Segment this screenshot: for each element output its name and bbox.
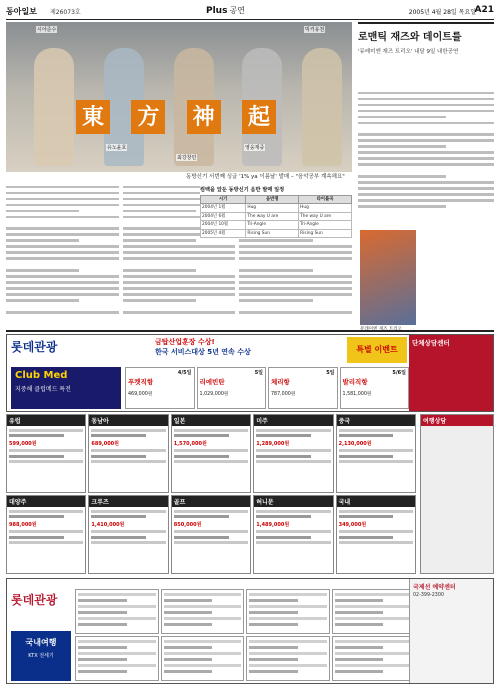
listing-price: 850,000원 — [173, 521, 202, 528]
text-line — [358, 163, 494, 165]
listing-price: 349,000원 — [338, 521, 367, 528]
ad-banner — [155, 337, 345, 363]
listing-price: 1,570,000원 — [173, 440, 207, 447]
text-line — [239, 263, 352, 265]
ad-banner-line: 한국 서비스대상 5년 연속 수상 — [155, 348, 251, 356]
listing-cell[interactable] — [253, 495, 333, 574]
listing-header: 골프 — [172, 496, 250, 507]
text-line — [239, 287, 352, 289]
text-line — [239, 251, 352, 253]
table-row — [201, 221, 352, 229]
tour-name: 푸켓직항 — [128, 378, 154, 386]
text-line — [123, 287, 236, 289]
text-line — [6, 227, 119, 229]
schedule-table-title: 컴백을 앞둔 동방신기 음반 발매 일정 — [200, 187, 285, 193]
ad-promo-badge[interactable]: 특별 이벤트 — [347, 337, 407, 363]
tour-item[interactable] — [268, 367, 338, 409]
listing-cell[interactable] — [6, 414, 86, 493]
listing-cell[interactable] — [88, 414, 168, 493]
reservation-title: 국제선 예약센터 — [413, 584, 456, 591]
text-line — [6, 263, 119, 265]
listing-header: 일본 — [172, 415, 250, 426]
text-line — [358, 175, 446, 177]
table-cell: Tri-Angle — [299, 221, 352, 229]
text-line — [6, 245, 119, 247]
listing-cell[interactable] — [336, 414, 416, 493]
table-cell: Rising Sun — [299, 229, 352, 237]
text-line — [239, 275, 352, 277]
text-line — [123, 281, 236, 283]
ad-right-box — [409, 335, 493, 411]
listing-cell[interactable] — [75, 589, 159, 634]
listing-price: 1,489,000원 — [256, 521, 290, 528]
hanja-title — [76, 100, 276, 134]
article-column — [6, 182, 119, 328]
text-line — [6, 210, 79, 212]
text-line — [358, 181, 494, 183]
domestic-sub: KTX 전세기 — [28, 653, 54, 659]
listing-header: 유럽 — [7, 415, 85, 426]
ad-banner-line: 금탑산업훈장 수상! — [155, 338, 215, 346]
text-line — [358, 205, 446, 207]
domestic-travel-box[interactable] — [11, 631, 71, 681]
table-cell: Hug — [246, 204, 299, 212]
text-line — [123, 257, 236, 259]
section-name: Plus — [206, 6, 228, 16]
text-line — [358, 139, 494, 141]
table-cell: Rising Sun — [246, 229, 299, 237]
text-line — [239, 281, 352, 283]
hanja-char: 神 — [187, 100, 221, 134]
text-line — [6, 239, 79, 241]
text-line — [358, 98, 494, 100]
feature-photo — [360, 230, 416, 325]
text-line — [6, 204, 119, 206]
table-row — [201, 204, 352, 212]
listing-price: 1,410,000원 — [91, 521, 125, 528]
listing-cell[interactable] — [6, 495, 86, 574]
travel-ad-bottom[interactable] — [6, 578, 494, 684]
tour-item[interactable] — [197, 367, 267, 409]
figure-1 — [34, 48, 74, 166]
section-sub: 공연 — [229, 6, 245, 15]
ad-logo[interactable]: 롯데관광 — [11, 593, 58, 607]
text-line — [358, 169, 494, 171]
hanja-char: 起 — [242, 100, 276, 134]
text-line — [123, 305, 236, 307]
side-ad-title: 여행상담 — [421, 415, 493, 426]
text-line — [6, 216, 119, 218]
photo-caption: 동방신기 서번째 싱글 '1% ya 이름날' 발매 – "음악공부 계속해요" — [186, 174, 345, 180]
newspaper-logo[interactable]: 동아일보 — [6, 7, 37, 16]
listing-cell[interactable] — [246, 589, 330, 634]
group-photo — [6, 22, 352, 172]
table-row — [201, 229, 352, 237]
listing-cell[interactable] — [332, 589, 416, 634]
listing-header: 동남아 — [89, 415, 167, 426]
tour-item[interactable] — [340, 367, 410, 409]
tour-price: 1,581,000원 — [342, 392, 372, 397]
table-cell: 2004년 1월 — [201, 204, 246, 212]
page-header — [6, 4, 494, 20]
text-line — [239, 257, 352, 259]
text-line — [6, 198, 119, 200]
text-line — [358, 187, 494, 189]
text-line — [6, 257, 119, 259]
tour-name: 발리직항 — [342, 378, 368, 386]
page-number: A21 — [474, 5, 494, 15]
member-name: 영웅재중 — [245, 145, 265, 151]
text-line — [6, 311, 119, 313]
listing-header: 대양주 — [7, 496, 85, 507]
listing-cell[interactable] — [161, 636, 245, 681]
tour-list — [125, 367, 409, 409]
text-line — [358, 193, 494, 195]
text-line — [358, 145, 446, 147]
listing-cell[interactable] — [171, 414, 251, 493]
club-med-title: Club Med — [15, 370, 68, 381]
tour-days: 5/6일 — [392, 370, 406, 376]
text-line — [123, 245, 236, 247]
listing-cell[interactable] — [332, 636, 416, 681]
table-cell: Tri-Angle — [246, 221, 299, 229]
listing-header: 국내 — [337, 496, 415, 507]
text-line — [6, 269, 79, 271]
table-cell: 2004년 10월 — [201, 221, 246, 229]
listing-cell[interactable] — [171, 495, 251, 574]
listing-header: 크루즈 — [89, 496, 167, 507]
tour-days: 5일 — [326, 370, 335, 376]
text-line — [358, 116, 446, 118]
reservation-phone: 02-399-2300 — [413, 593, 444, 598]
listing-cell[interactable] — [161, 589, 245, 634]
schedule-table — [200, 195, 352, 238]
text-line — [6, 251, 119, 253]
text-line — [239, 299, 312, 301]
listing-cell[interactable] — [246, 636, 330, 681]
listing-cell[interactable] — [253, 414, 333, 493]
text-line — [123, 293, 236, 295]
club-med-box[interactable] — [11, 367, 121, 409]
right-feature-headline — [358, 22, 494, 84]
listing-price: 689,000원 — [91, 440, 119, 447]
listing-header: 허니문 — [254, 496, 332, 507]
club-med-sub: 지중해 클럽메드 특전 — [15, 386, 71, 393]
table-header: 음반명 — [246, 196, 299, 204]
tour-price: 469,000원 — [128, 392, 153, 397]
section-divider — [6, 330, 494, 332]
text-line — [6, 222, 119, 224]
schedule-table-box — [200, 186, 352, 238]
text-line — [123, 263, 236, 265]
text-line — [358, 157, 494, 159]
text-line — [6, 275, 119, 277]
hanja-char: 東 — [76, 100, 110, 134]
text-line — [358, 110, 494, 112]
listing-price: 599,000원 — [9, 440, 37, 447]
table-cell: The way U are — [299, 212, 352, 220]
text-line — [239, 239, 312, 241]
text-line — [358, 151, 494, 153]
table-header: 시기 — [201, 196, 246, 204]
reservation-box[interactable] — [409, 579, 493, 683]
listing-header: 미주 — [254, 415, 332, 426]
text-line — [123, 275, 236, 277]
travel-ad-top[interactable] — [6, 334, 494, 412]
text-line — [239, 293, 352, 295]
ad-logo[interactable]: 롯데관광 — [11, 340, 58, 354]
text-line — [6, 281, 119, 283]
bottom-listing-grid — [75, 589, 415, 681]
text-line — [6, 192, 119, 194]
text-line — [239, 269, 312, 271]
issue-number: 제26073호 — [50, 9, 81, 16]
text-line — [358, 122, 494, 124]
domestic-title: 국내여행 — [25, 638, 57, 647]
text-line — [6, 299, 79, 301]
text-line — [239, 305, 352, 307]
table-cell: Hug — [299, 204, 352, 212]
listing-price: 1,289,000원 — [256, 440, 290, 447]
text-line — [6, 287, 119, 289]
feature-subtitle: '뮤레미엔 재즈 트리오' 내달 9일 내한공연 — [358, 49, 459, 55]
hanja-char: 方 — [131, 100, 165, 134]
tour-days: 4/5일 — [177, 370, 192, 376]
text-line — [6, 233, 119, 235]
text-line — [358, 133, 494, 135]
listing-cell[interactable] — [75, 636, 159, 681]
text-line — [358, 104, 494, 106]
table-cell: 2004년 6월 — [201, 212, 246, 220]
tour-name: 체리항 — [271, 378, 290, 386]
ad-right-title: 단체상담센터 — [412, 339, 450, 347]
text-line — [123, 299, 196, 301]
text-line — [123, 269, 196, 271]
tour-price: 787,000원 — [271, 392, 296, 397]
text-line — [123, 210, 196, 212]
text-line — [239, 311, 352, 313]
publish-date: 2005년 4월 28일 목요일 — [408, 9, 476, 16]
tour-days: 5일 — [254, 370, 263, 376]
tour-name: 리에빈탄 — [199, 378, 225, 386]
text-line — [358, 128, 494, 130]
feature-title[interactable]: 로맨틱 재즈와 데이트를 — [358, 32, 462, 43]
listing-cell[interactable] — [88, 495, 168, 574]
tour-price: 1,029,000원 — [199, 392, 229, 397]
member-name: 믹키유천 — [305, 27, 325, 33]
text-line — [358, 199, 494, 201]
text-line — [358, 92, 494, 94]
member-name: 최강창민 — [177, 155, 197, 161]
member-name: 유노윤호 — [107, 145, 127, 151]
text-line — [123, 239, 196, 241]
tour-item[interactable] — [125, 367, 195, 409]
figure-5 — [302, 48, 342, 166]
section-title — [206, 5, 245, 16]
side-ad-box[interactable] — [420, 414, 494, 574]
text-line — [123, 251, 236, 253]
text-line — [6, 293, 119, 295]
member-name: 시아준수 — [37, 27, 57, 33]
travel-listing-grid — [6, 414, 416, 574]
text-line — [6, 186, 119, 188]
table-row — [201, 212, 352, 220]
text-line — [239, 245, 352, 247]
table-cell: The way U are — [246, 212, 299, 220]
listing-price: 2,130,000원 — [338, 440, 372, 447]
table-header: 타이틀곡 — [299, 196, 352, 204]
table-cell: 2005년 4월 — [201, 229, 246, 237]
text-line — [123, 311, 236, 313]
text-line — [6, 305, 119, 307]
listing-price: 988,000원 — [9, 521, 37, 528]
listing-header: 중국 — [337, 415, 415, 426]
listing-cell[interactable] — [336, 495, 416, 574]
